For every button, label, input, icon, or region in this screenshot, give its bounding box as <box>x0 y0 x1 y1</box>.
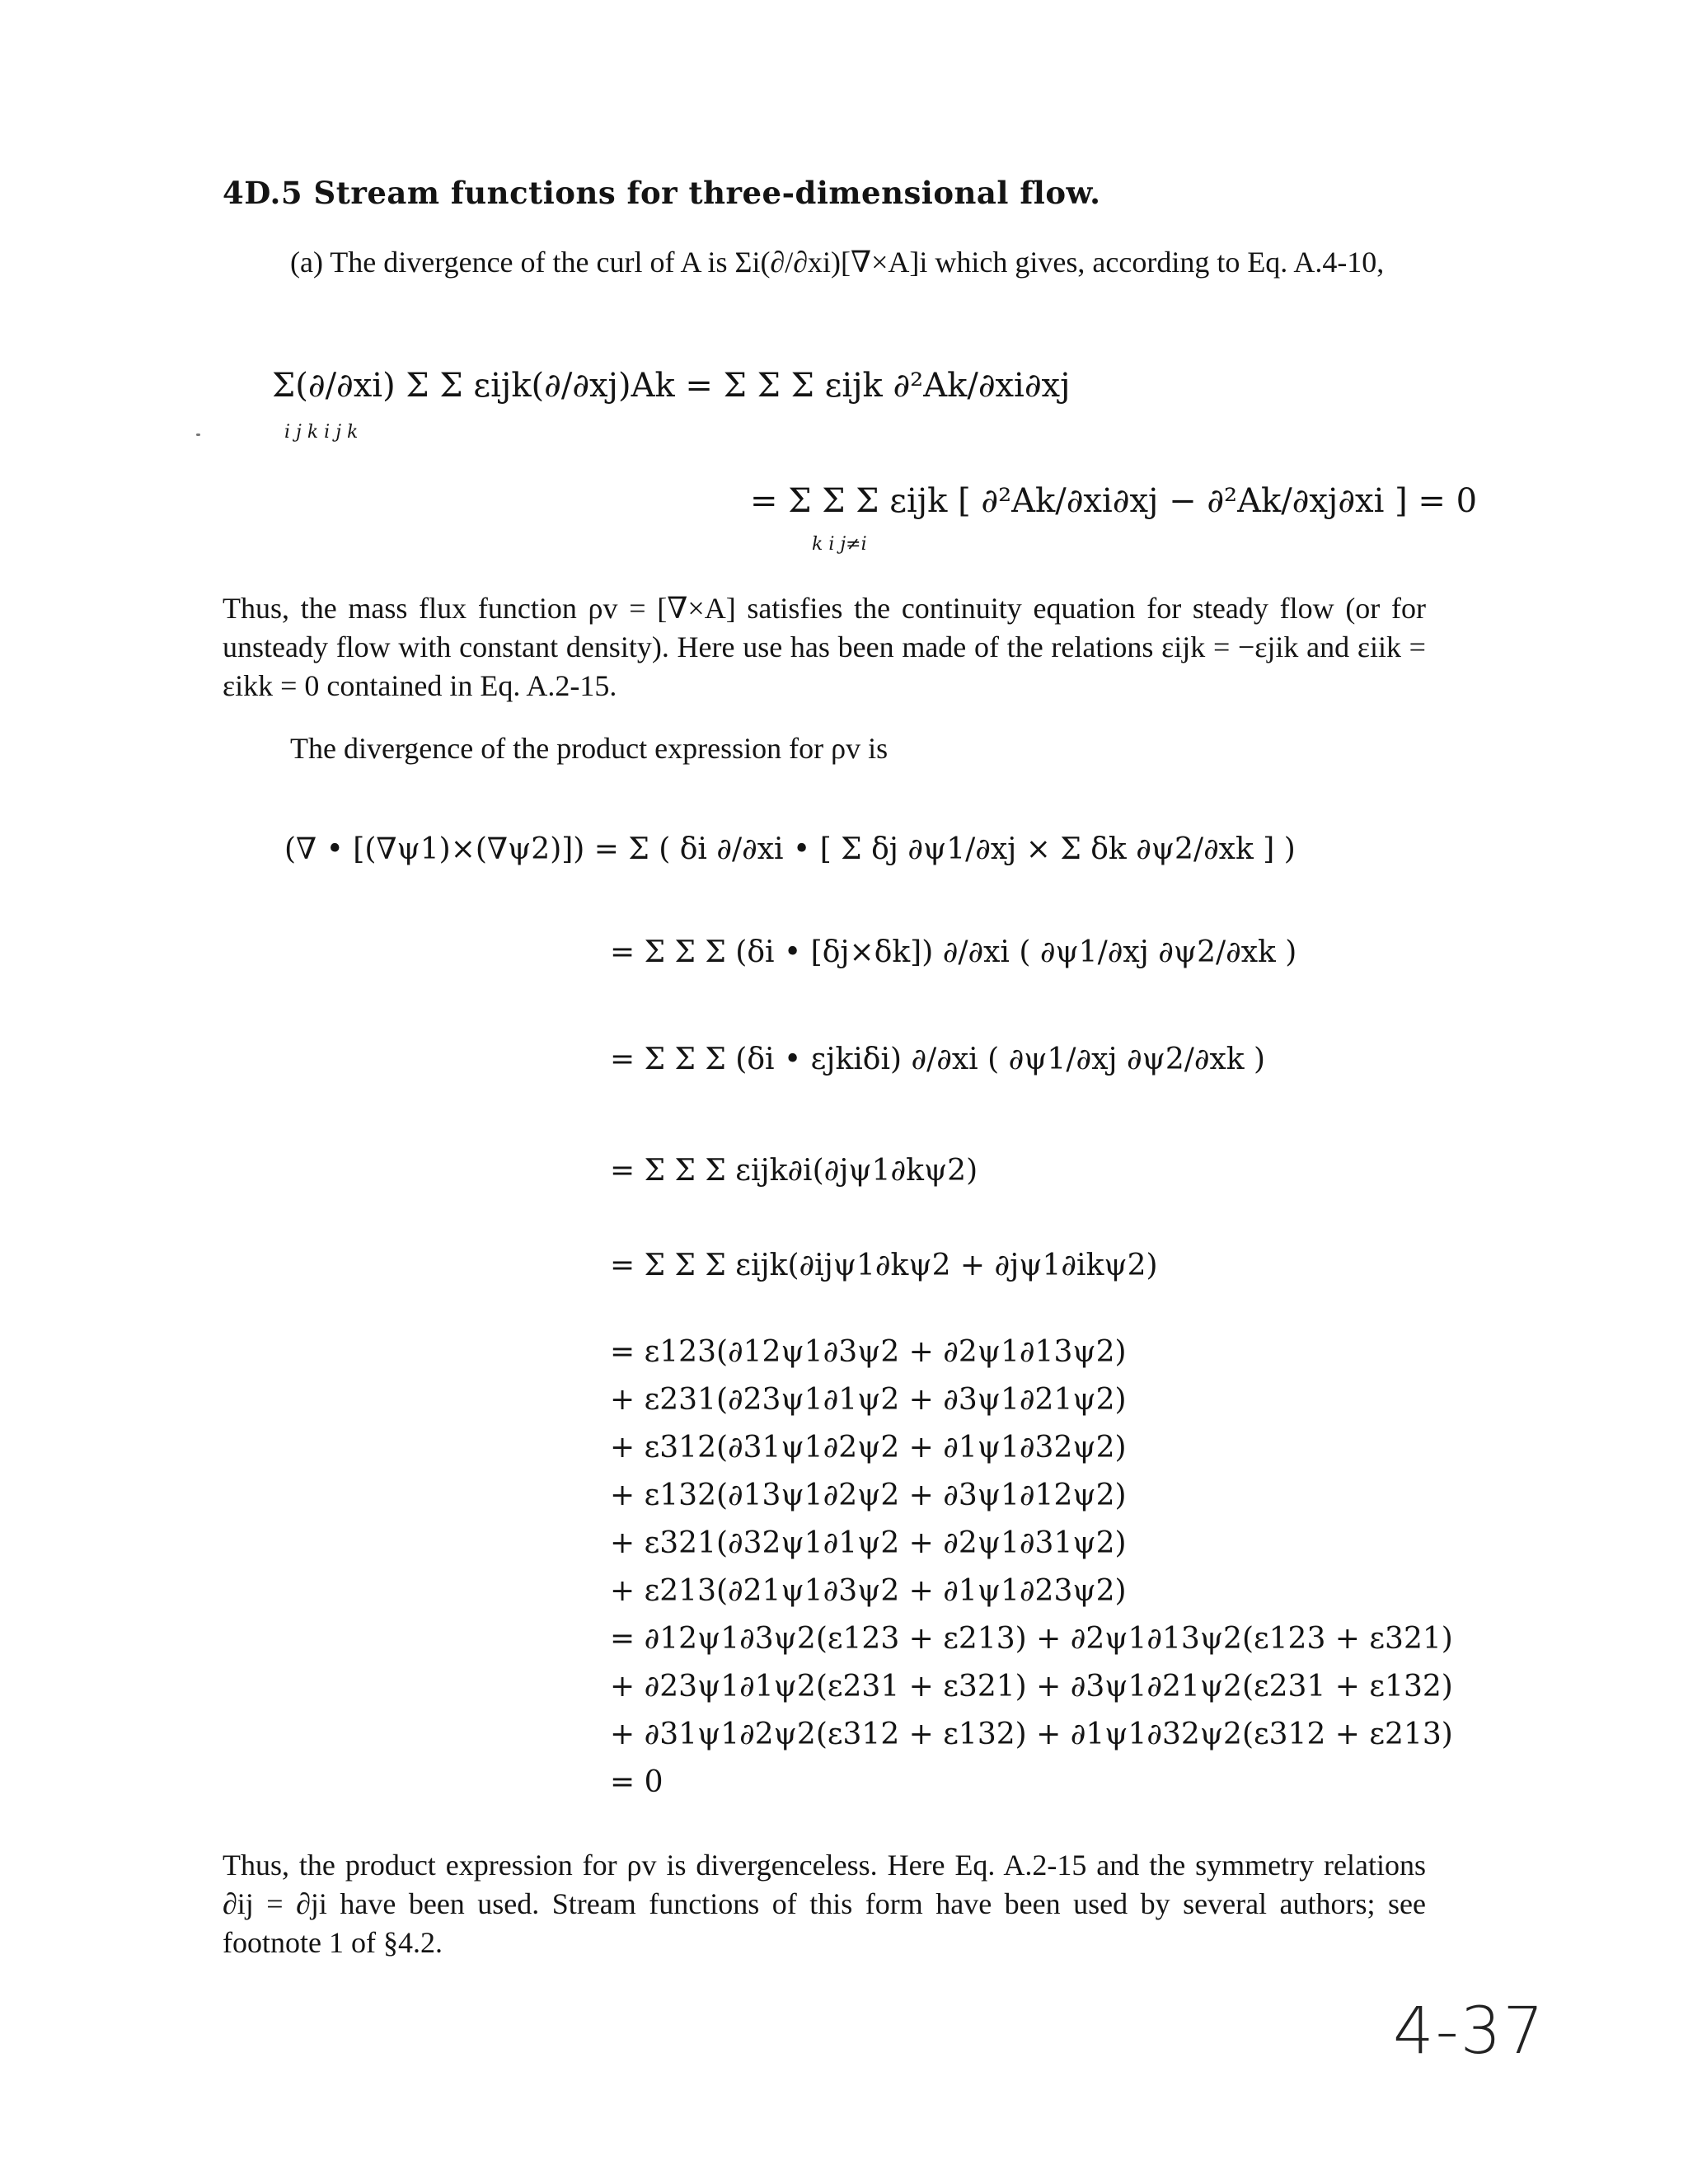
equation-product-line-4: = Σ Σ Σ εijk∂i(∂jψ1∂kψ2) <box>610 1154 978 1188</box>
equation-expansion-line-4: + ε132(∂13ψ1∂2ψ2 + ∂3ψ1∂12ψ2) <box>610 1479 1127 1512</box>
equation-expansion-line-6: + ε213(∂21ψ1∂3ψ2 + ∂1ψ1∂23ψ2) <box>610 1574 1127 1608</box>
equation-expansion-line-1: = ε123(∂12ψ1∂3ψ2 + ∂2ψ1∂13ψ2) <box>610 1335 1127 1369</box>
equation-expansion-line-3: + ε312(∂31ψ1∂2ψ2 + ∂1ψ1∂32ψ2) <box>610 1431 1127 1465</box>
section-heading: 4D.5 Stream functions for three-dimensional flow. <box>223 175 1101 211</box>
equation-curl-divergence-line-1: Σ(∂/∂xi) Σ Σ εijk(∂/∂xj)Ak = Σ Σ Σ εijk ∂²Ak/∂xi∂xj <box>272 367 1071 405</box>
equation-grouped-line-2: + ∂23ψ1∂1ψ2(ε231 + ε321) + ∂3ψ1∂21ψ2(ε231 + ε132) <box>610 1670 1453 1704</box>
equation-grouped-line-1: = ∂12ψ1∂3ψ2(ε123 + ε213) + ∂2ψ1∂13ψ2(ε123 + ε321) <box>610 1622 1453 1656</box>
product-intro-paragraph: The divergence of the product expression for ρv is <box>290 732 889 765</box>
equation-result: = 0 <box>610 1765 663 1799</box>
equation-expansion-line-5: + ε321(∂32ψ1∂1ψ2 + ∂2ψ1∂31ψ2) <box>610 1526 1127 1560</box>
handwritten-page-number: 4-37 <box>1393 1994 1546 2069</box>
equation-product-line-1: (∇ • [(∇ψ1)×(∇ψ2)]) = Σ ( δi ∂/∂xi • [ Σ δj ∂ψ1/∂xj × Σ δk ∂ψ2/∂xk ] ) <box>284 832 1296 866</box>
equation-curl-divergence-line-2: = Σ Σ Σ εijk [ ∂²Ak/∂xi∂xj − ∂²Ak/∂xj∂xi ] = 0 <box>750 482 1478 520</box>
equation-grouped-line-3: + ∂31ψ1∂2ψ2(ε312 + ε132) + ∂1ψ1∂32ψ2(ε312 + ε213) <box>610 1718 1453 1751</box>
equation-product-line-3: = Σ Σ Σ (δi • εjkiδi) ∂/∂xi ( ∂ψ1/∂xj ∂ψ2/∂xk ) <box>610 1043 1266 1076</box>
scan-speck <box>196 434 200 436</box>
equation-product-line-5: = Σ Σ Σ εijk(∂ijψ1∂kψ2 + ∂jψ1∂ikψ2) <box>610 1249 1158 1282</box>
mass-flux-paragraph: Thus, the mass flux function ρv = [∇×A] satisfies the continuity equation for steady flow (or for unsteady flow with constant density). Here use has been made of the relations εijk = −εjik and εiik = εikk = 0 contained in Eq. A.2-15. <box>223 592 1426 702</box>
equation-product-line-2: = Σ Σ Σ (δi • [δj×δk]) ∂/∂xi ( ∂ψ1/∂xj ∂ψ2/∂xk ) <box>610 935 1297 969</box>
conclusion-paragraph: Thus, the product expression for ρv is divergenceless. Here Eq. A.2-15 and the symmetry relations ∂ij = ∂ji have been used. Stream functions of this form have been used by several authors; see footnote 1 of §4.2. <box>223 1849 1426 1959</box>
equation-expansion-line-2: + ε231(∂23ψ1∂1ψ2 + ∂3ψ1∂21ψ2) <box>610 1383 1127 1417</box>
equation-curl-divergence-line-2-subscripts: k i j≠i <box>812 534 867 555</box>
equation-curl-divergence-line-1-subscripts: i j k i j k <box>284 422 359 443</box>
intro-paragraph: (a) The divergence of the curl of A is Σi(∂/∂xi)[∇×A]i which gives, according to Eq. A.4-10, <box>290 246 1385 279</box>
